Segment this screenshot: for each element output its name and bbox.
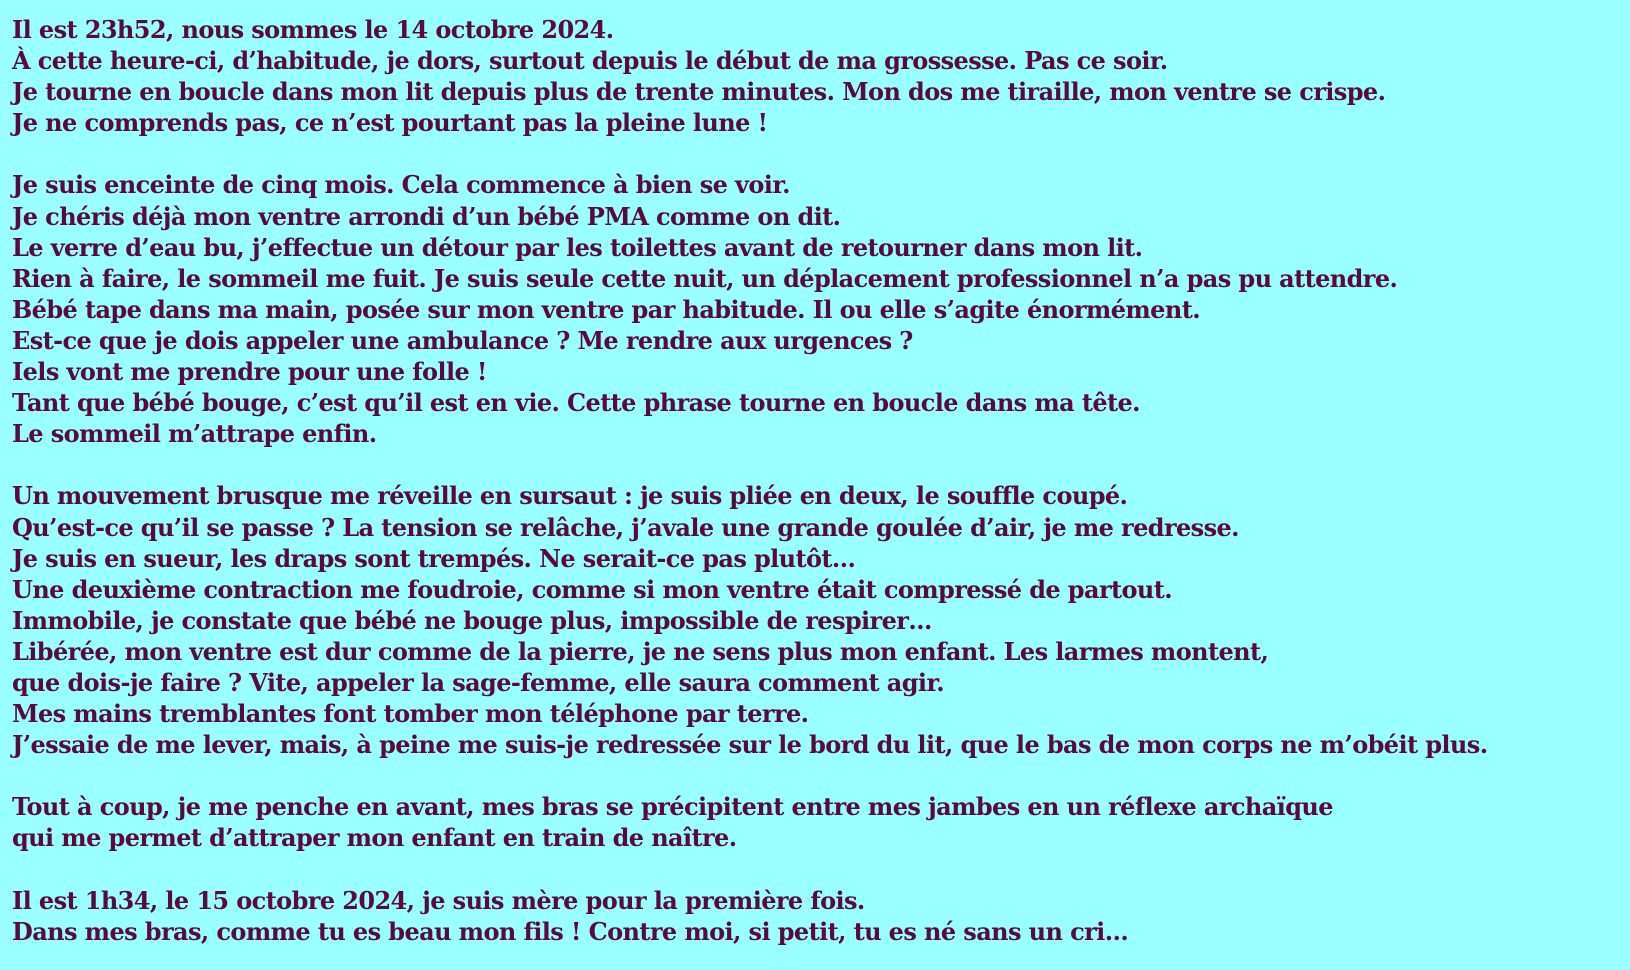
text-line: J’essaie de me lever, mais, à peine me suis-je redressée sur le bord du lit, que le bas de mon corps ne m’obéit plus. xyxy=(12,730,1488,760)
text-line: Je suis enceinte de cinq mois. Cela commence à bien se voir. xyxy=(12,170,790,200)
text-line: Mes mains tremblantes font tomber mon téléphone par terre. xyxy=(12,699,809,729)
text-line: que dois-je faire ? Vite, appeler la sage-femme, elle saura comment agir. xyxy=(12,667,945,697)
text-line: Je ne comprends pas, ce n’est pourtant pas la pleine lune ! xyxy=(12,108,768,138)
paragraph-5 xyxy=(12,885,1622,947)
text-line: Qu’est-ce qu’il se passe ? La tension se relâche, j’avale une grande goulée d’air, je me redresse. xyxy=(12,512,1239,542)
text-line: Tant que bébé bouge, c’est qu’il est en vie. Cette phrase tourne en boucle dans ma tête. xyxy=(12,388,1140,418)
paragraph-2 xyxy=(12,169,1622,449)
text-line: Iels vont me prendre pour une folle ! xyxy=(12,357,487,387)
paragraph-4 xyxy=(12,791,1622,853)
paragraph-3 xyxy=(12,480,1622,760)
text-line: Libérée, mon ventre est dur comme de la pierre, je ne sens plus mon enfant. Les larmes montent, xyxy=(12,636,1269,666)
text-line: Est-ce que je dois appeler une ambulance ? Me rendre aux urgences ? xyxy=(12,325,913,355)
text-line: Dans mes bras, comme tu es beau mon fils ! Contre moi, si petit, tu es né sans un cri… xyxy=(12,916,1129,946)
text-line: Une deuxième contraction me foudroie, comme si mon ventre était compressé de partout. xyxy=(12,574,1172,604)
text-line: Je chéris déjà mon ventre arrondi d’un bébé PMA comme on dit. xyxy=(12,201,841,231)
text-line: Il est 1h34, le 15 octobre 2024, je suis mère pour la première fois. xyxy=(12,885,865,915)
text-line: À cette heure-ci, d’habitude, je dors, surtout depuis le début de ma grossesse. Pas ce soir. xyxy=(12,46,1168,76)
story-text xyxy=(12,14,1622,947)
paragraph-1 xyxy=(12,14,1622,138)
text-line: Immobile, je constate que bébé ne bouge plus, impossible de respirer… xyxy=(12,605,932,635)
text-line: Le verre d’eau bu, j’effectue un détour par les toilettes avant de retourner dans mon lit. xyxy=(12,232,1143,262)
text-line: Bébé tape dans ma main, posée sur mon ventre par habitude. Il ou elle s’agite énormément. xyxy=(12,294,1200,324)
text-line: Rien à faire, le sommeil me fuit. Je suis seule cette nuit, un déplacement professionnel n’a pas pu attendre. xyxy=(12,263,1398,293)
text-line: Le sommeil m’attrape enfin. xyxy=(12,419,377,449)
text-line: Il est 23h52, nous sommes le 14 octobre 2024. xyxy=(12,15,614,44)
text-line: Tout à coup, je me penche en avant, mes bras se précipitent entre mes jambes en un réflexe archaïque xyxy=(12,792,1333,822)
text-line: qui me permet d’attraper mon enfant en train de naître. xyxy=(12,823,737,853)
text-line: Je suis en sueur, les draps sont trempés. Ne serait-ce pas plutôt… xyxy=(12,543,856,573)
text-line: Je tourne en boucle dans mon lit depuis plus de trente minutes. Mon dos me tiraille, mon ventre se crispe. xyxy=(12,77,1386,107)
text-line: Un mouvement brusque me réveille en sursaut : je suis pliée en deux, le souffle coupé. xyxy=(12,481,1128,511)
